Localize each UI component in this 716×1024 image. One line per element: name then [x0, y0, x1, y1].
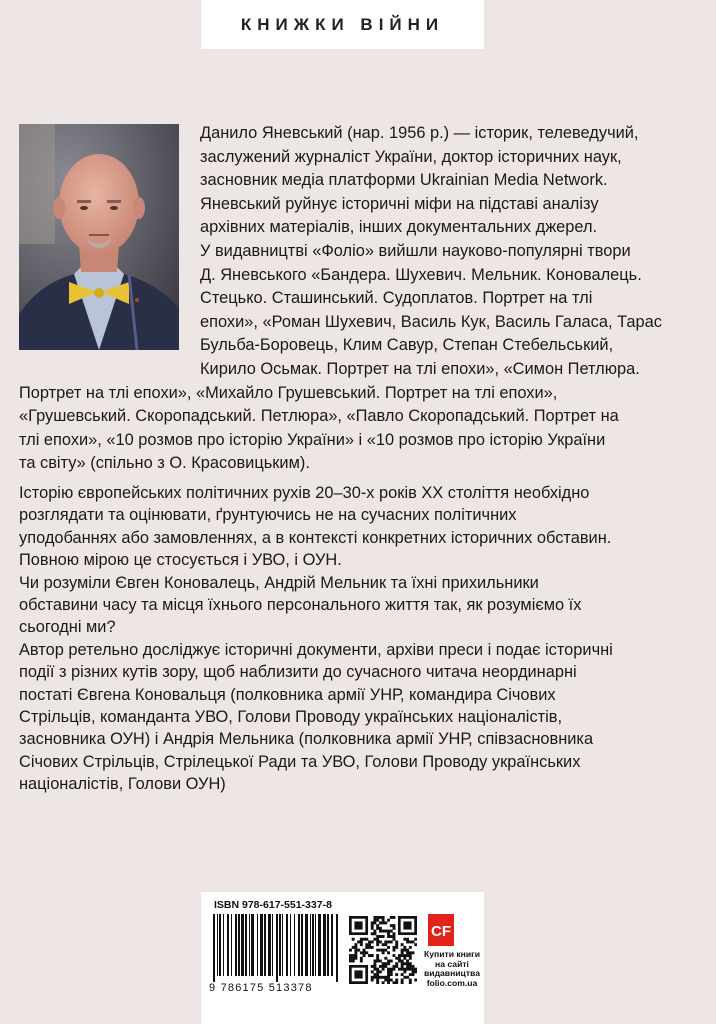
- qr-code-icon: [349, 916, 417, 984]
- bio-line: Яневський руйнує історичні міфи на підставі аналізу: [200, 194, 599, 213]
- author-bio: [19, 122, 699, 476]
- series-header: [201, 0, 484, 49]
- barcode-digits: 9 786175 513378: [209, 982, 313, 994]
- publisher-logo-icon: [428, 914, 454, 946]
- bio-line: Данило Яневський (нар. 1956 р.) — історик, телеведучий,: [200, 124, 639, 142]
- description-line: Січових Стрільців, Стрілецької Ради та УВО, Голови Проводу українських: [19, 752, 581, 771]
- shop-info: [422, 950, 482, 988]
- isbn-label: ISBN 978-617-551-337-8: [214, 899, 332, 911]
- bio-line: «Грушевський. Скоропадський. Петлюра», «Павло Скоропадський. Портрет на: [19, 407, 619, 426]
- description-line: засновника ОУН) і Андрія Мельника (полковника армії УНР, співзасновника: [19, 730, 594, 749]
- shop-text-line: на сайті: [435, 958, 469, 969]
- description-line: Історію європейських політичних рухів 20–30-х років XX століття необхідно: [19, 484, 590, 502]
- description-line: Чи розуміли Євген Коновалець, Андрій Мельник та їхні прихильники: [19, 573, 539, 592]
- description-line: сьогодні ми?: [19, 618, 116, 637]
- bio-line: заслужений журналіст України, доктор історичних наук,: [200, 147, 622, 166]
- shop-text-line: видавництва: [424, 968, 480, 979]
- description-line: Повною мірою це стосується і УВО, і ОУН.: [19, 551, 342, 570]
- barcode-panel: [201, 892, 484, 1024]
- description-line: події з різних кутів зору, щоб наблизити до сучасного читача неординарні: [19, 663, 577, 682]
- bio-line: епохи», «Роман Шухевич, Василь Кук, Василь Галаса, Тарас: [200, 312, 662, 331]
- description-line: Стрільців, команданта УВО, Голови Проводу українських націоналістів,: [19, 708, 563, 727]
- bio-line: тлі епохи», «10 розмов про історію України» і «10 розмов про історію України: [19, 430, 606, 449]
- book-description: [19, 482, 699, 796]
- bio-line: Портрет на тлі епохи», «Михайло Грушевський. Портрет на тлі епохи»,: [19, 383, 558, 402]
- bio-line: та світу» (спільно з О. Красовицьким).: [19, 454, 310, 473]
- bio-line: Стецько. Сташинський. Судоплатов. Портрет на тлі: [200, 289, 593, 308]
- description-line: Автор ретельно досліджує історичні документи, архіви преси і подає історичні: [19, 640, 613, 659]
- shop-website[interactable]: folio.com.ua: [426, 977, 478, 988]
- shop-text-line: Купити книги: [423, 949, 480, 959]
- description-line: націоналістів, Голови ОУН): [19, 775, 226, 794]
- description-line: уподобаннях або замовленнях, а в контексті конкретних історичних обставин.: [19, 528, 612, 547]
- bio-line: архівних матеріалів, інших документальних джерел.: [200, 218, 598, 237]
- description-line: постаті Євгена Коновальця (полковника армії УНР, командира Січових: [19, 685, 556, 704]
- bio-line: Кирило Осьмак. Портрет на тлі епохи», «Симон Петлюра.: [200, 359, 640, 378]
- series-title: КНИЖКИ ВІЙНИ: [240, 14, 445, 34]
- bio-line: засновник медіа платформи Ukrainian Media Network.: [200, 171, 608, 190]
- barcode-icon: [211, 914, 343, 982]
- publisher-logo-text: CF: [431, 923, 451, 940]
- bio-line: Бульба-Боровець, Клим Савур, Степан Стебельський,: [200, 336, 614, 355]
- bio-line: Д. Яневського «Бандера. Шухевич. Мельник. Коновалець.: [200, 265, 642, 284]
- description-line: обставини часу та місця їхнього персонального життя так, як розуміємо їх: [19, 596, 582, 615]
- bio-line: У видавництві «Фоліо» вийшли науково-популярні твори: [200, 241, 631, 260]
- description-line: розглядати та оцінювати, ґрунтуючись не на сучасних політичних: [19, 506, 517, 525]
